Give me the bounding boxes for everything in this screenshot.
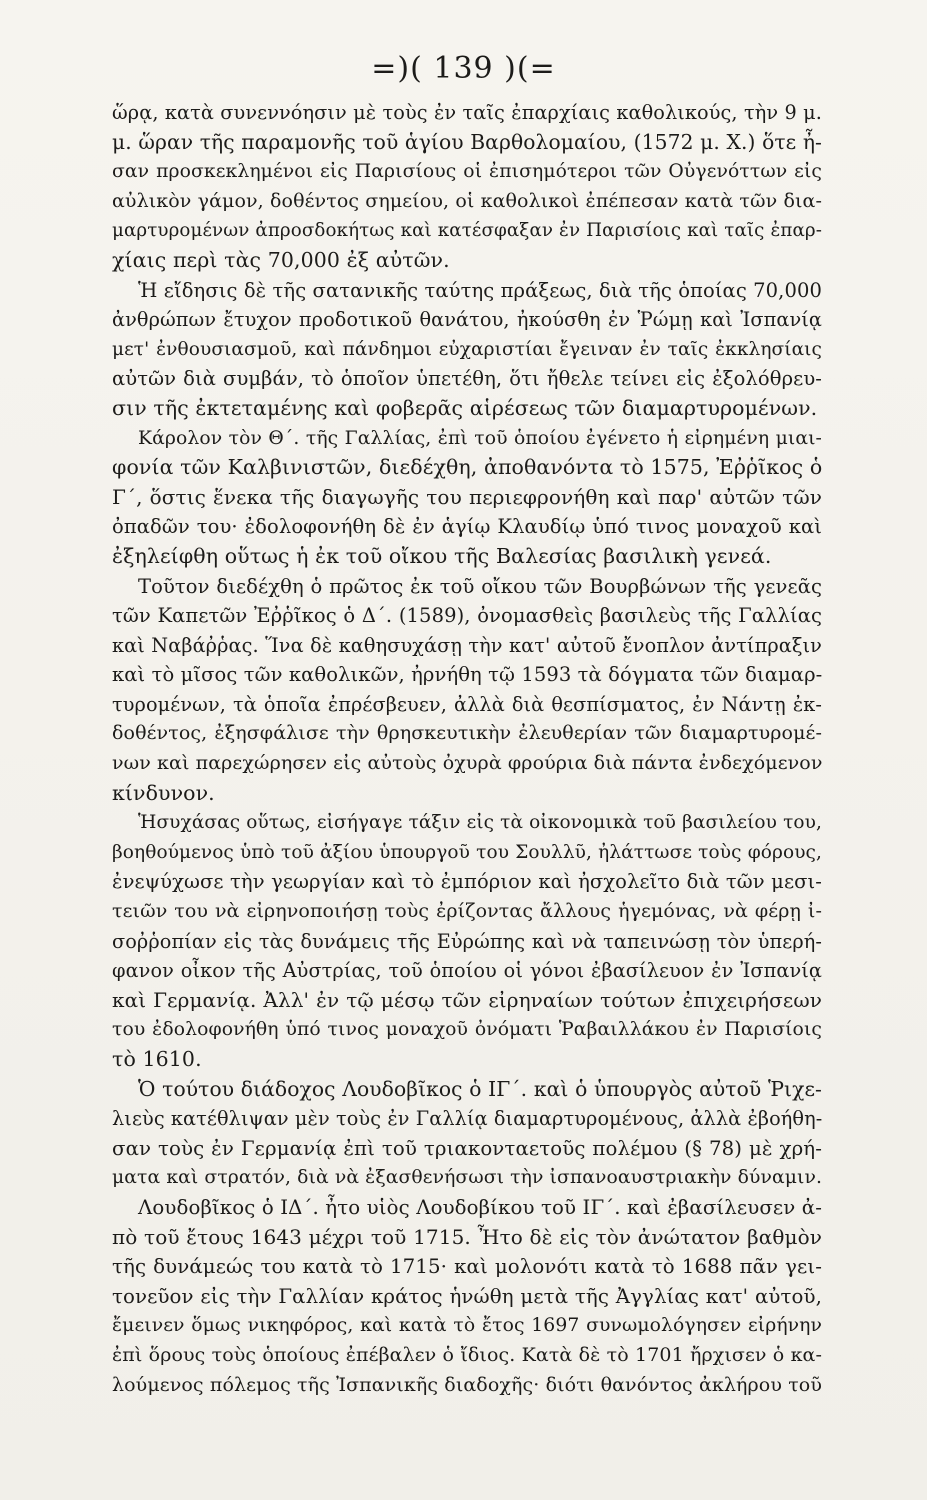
- text-line: χίαις περὶ τὰς 70,000 ἐξ αὐτῶν.: [112, 247, 450, 272]
- text-line: ἐξηλείφθη οὕτως ἡ ἐκ τοῦ οἴκου τῆς Βαλεσίας βασιλικὴ γενεά.: [112, 543, 772, 568]
- text-line: καὶ Ναβάῤῥας. Ἵνα δὲ καθησυχάσῃ τὴν κατ' αὐτοῦ ἔνοπλον ἀντίπραξιν: [112, 633, 822, 657]
- body-text: [112, 98, 822, 1400]
- text-line: νων καὶ παρεχώρησεν εἰς αὐτοὺς ὀχυρὰ φρούρια διὰ πάντα ἐνδεχόμενον: [112, 752, 822, 775]
- text-line: τονεῦον εἰς τὴν Γαλλίαν κράτος ἡνώθη μετὰ τῆς Ἀγγλίας κατ' αὐτοῦ,: [112, 1284, 822, 1308]
- text-line: κίνδυνον.: [112, 780, 215, 805]
- text-line: Ὁ τούτου διάδοχος Λουδοβῖκος ὁ ΙΓ΄. καὶ ὁ ὑπουργὸς αὐτοῦ Ῥιχε-: [138, 1076, 822, 1101]
- text-line: σοῤῥοπίαν εἰς τὰς δυνάμεις τῆς Εὐρώπης καὶ νὰ ταπεινώσῃ τὸν ὑπερή-: [112, 929, 822, 953]
- text-line: Ἡ εἴδησις δὲ τῆς σατανικῆς ταύτης πράξεως, διὰ τῆς ὁποίας 70,000: [138, 278, 822, 302]
- text-line: σαν τοὺς ἐν Γερμανίᾳ ἐπὶ τοῦ τριακονταετοῦς πολέμου (§ 78) μὲ χρή-: [112, 1136, 822, 1160]
- text-line: του ἐδολοφονήθη ὑπό τινος μοναχοῦ ὀνόματι Ῥαβαιλλάκου ἐν Παρισίοις: [112, 1019, 822, 1041]
- text-line: μετ' ἐνθουσιασμοῦ, καὶ πάνδημοι εὐχαριστίαι ἔγειναν ἐν ταῖς ἐκκλησίαις: [112, 338, 822, 360]
- text-line: ἐνεψύχωσε τὴν γεωργίαν καὶ τὸ ἐμπόριον καὶ ἠσχολεῖτο διὰ τῶν μεσι-: [112, 870, 822, 894]
- text-line: φανον οἶκον τῆς Αὐστρίας, τοῦ ὁποίου οἱ γόνοι ἐβασίλευον ἐν Ἰσπανίᾳ: [112, 959, 822, 983]
- text-line: Ἡσυχάσας οὕτως, εἰσήγαγε τάξιν εἰς τὰ οἰκονομικὰ τοῦ βασιλείου του,: [138, 812, 822, 834]
- text-line: τυρομένων, τὰ ὁποῖα ἐπρέσβευεν, ἀλλὰ διὰ θεσπίσματος, ἐν Νάντῃ ἐκ-: [112, 692, 822, 716]
- text-line: πὸ τοῦ ἔτους 1643 μέχρι τοῦ 1715. Ἦτο δὲ εἰς τὸν ἀνώτατον βαθμὸν: [112, 1224, 822, 1249]
- text-line: λούμενος πόλεμος τῆς Ἰσπανικῆς διαδοχῆς· διότι θανόντος ἀκλήρου τοῦ: [112, 1373, 822, 1396]
- text-line: τῆς δυνάμεώς του κατὰ τὸ 1715· καὶ μολονότι κατὰ τὸ 1688 πᾶν γει-: [112, 1255, 822, 1279]
- text-line: αὐτῶν διὰ συμβάν, τὸ ὁποῖον ὑπετέθη, ὅτι ἤθελε τείνει εἰς ἐξολόθρευ-: [112, 367, 822, 391]
- text-line: καὶ τὸ μῖσος τῶν καθολικῶν, ἠρνήθη τῷ 1593 τὰ δόγματα τῶν διαμαρ-: [112, 663, 822, 687]
- text-line: Γ΄, ὅστις ἕνεκα τῆς διαγωγῆς του περιεφρονήθη καὶ παρ' αὐτῶν τῶν: [112, 484, 822, 509]
- text-line: Κάρολον τὸν Θ΄. τῆς Γαλλίας, ἐπὶ τοῦ ὁποίου ἐγένετο ἡ εἰρημένη μιαι-: [138, 427, 822, 449]
- text-line: ὥρᾳ, κατὰ συνεννόησιν μὲ τοὺς ἐν ταῖς ἐπαρχίαις καθολικούς, τὴν 9 μ.: [112, 101, 822, 124]
- text-line: καὶ Γερμανίᾳ. Ἀλλ' ἐν τῷ μέσῳ τῶν εἰρηναίων τούτων ἐπιχειρήσεων: [112, 987, 822, 1012]
- text-line: βοηθούμενος ὑπὸ τοῦ ἀξίου ὑπουργοῦ του Σουλλῦ, ἠλάττωσε τοὺς φόρους,: [112, 841, 822, 863]
- text-line: ὀπαδῶν του· ἐδολοφονήθη δὲ ἐν ἁγίῳ Κλαυδίῳ ὑπό τινος μοναχοῦ καὶ: [112, 515, 822, 539]
- text-line: αὐλικὸν γάμον, δοθέντος σημείου, οἱ καθολικοὶ ἐπέπεσαν κατὰ τῶν δια-: [112, 189, 822, 212]
- text-line: ἐπὶ ὅρους τοὺς ὁποίους ἐπέβαλεν ὁ ἴδιος. Κατὰ δὲ τὸ 1701 ἤρχισεν ὁ κα-: [112, 1343, 822, 1366]
- page-number-header: =)( 139 )(=: [371, 51, 556, 86]
- text-line: ἀνθρώπων ἔτυχον προδοτικοῦ θανάτου, ἠκούσθη ἐν Ῥώμῃ καὶ Ἰσπανίᾳ: [112, 308, 822, 332]
- text-line: τὸ 1610.: [112, 1047, 202, 1071]
- text-line: σιν τῆς ἐκτεταμένης καὶ φοβερᾶς αἱρέσεως τῶν διαμαρτυρομένων.: [112, 395, 818, 420]
- text-line: ἔμεινεν ὅμως νικηφόρος, καὶ κατὰ τὸ ἔτος 1697 συνωμολόγησεν εἰρήνην: [112, 1315, 822, 1337]
- text-line: φονία τῶν Καλβινιστῶν, διεδέχθη, ἀποθανόντα τὸ 1575, Ἐῤῥῖκος ὁ: [112, 455, 822, 480]
- text-line: Τοῦτον διεδέχθη ὁ πρῶτος ἐκ τοῦ οἴκου τῶν Βουρβώνων τῆς γενεᾶς: [138, 574, 822, 598]
- text-line: τῶν Καπετῶν Ἐῤῥῖκος ὁ Δ΄. (1589), ὀνομασθεὶς βασιλεὺς τῆς Γαλλίας: [112, 604, 822, 628]
- text-line: ματα καὶ στρατόν, διὰ νὰ ἐξασθενήσωσι τὴν ἰσπανοαυστριακὴν δύναμιν.: [112, 1167, 822, 1189]
- text-line: τειῶν του νὰ εἰρηνοποιήσῃ τοὺς ἐρίζοντας ἄλλους ἡγεμόνας, νὰ φέρῃ ἰ-: [112, 900, 822, 923]
- text-line: σαν προσκεκλημένοι εἰς Παρισίους οἱ ἐπισημότεροι τῶν Οὐγενόττων εἰς: [112, 161, 822, 183]
- text-line: μ. ὥραν τῆς παραμονῆς τοῦ ἁγίου Βαρθολομαίου, (1572 μ. Χ.) ὅτε ἦ-: [112, 129, 822, 154]
- text-line: δοθέντος, ἐξησφάλισε τὴν θρησκευτικὴν ἐλευθερίαν τῶν διαμαρτυρομέ-: [112, 722, 822, 745]
- text-line: μαρτυρομένων ἀπροσδοκήτως καὶ κατέσφαξαν ἐν Παρισίοις καὶ ταῖς ἐπαρ-: [112, 220, 822, 242]
- text-line: λιεὺς κατέθλιψαν μὲν τοὺς ἐν Γαλλίᾳ διαμαρτυρομένους, ἀλλὰ ἐβοήθη-: [112, 1107, 822, 1131]
- text-line: Λουδοβῖκος ὁ ΙΔ΄. ἦτο υἱὸς Λουδοβίκου τοῦ ΙΓ΄. καὶ ἐβασίλευσεν ἀ-: [138, 1195, 822, 1219]
